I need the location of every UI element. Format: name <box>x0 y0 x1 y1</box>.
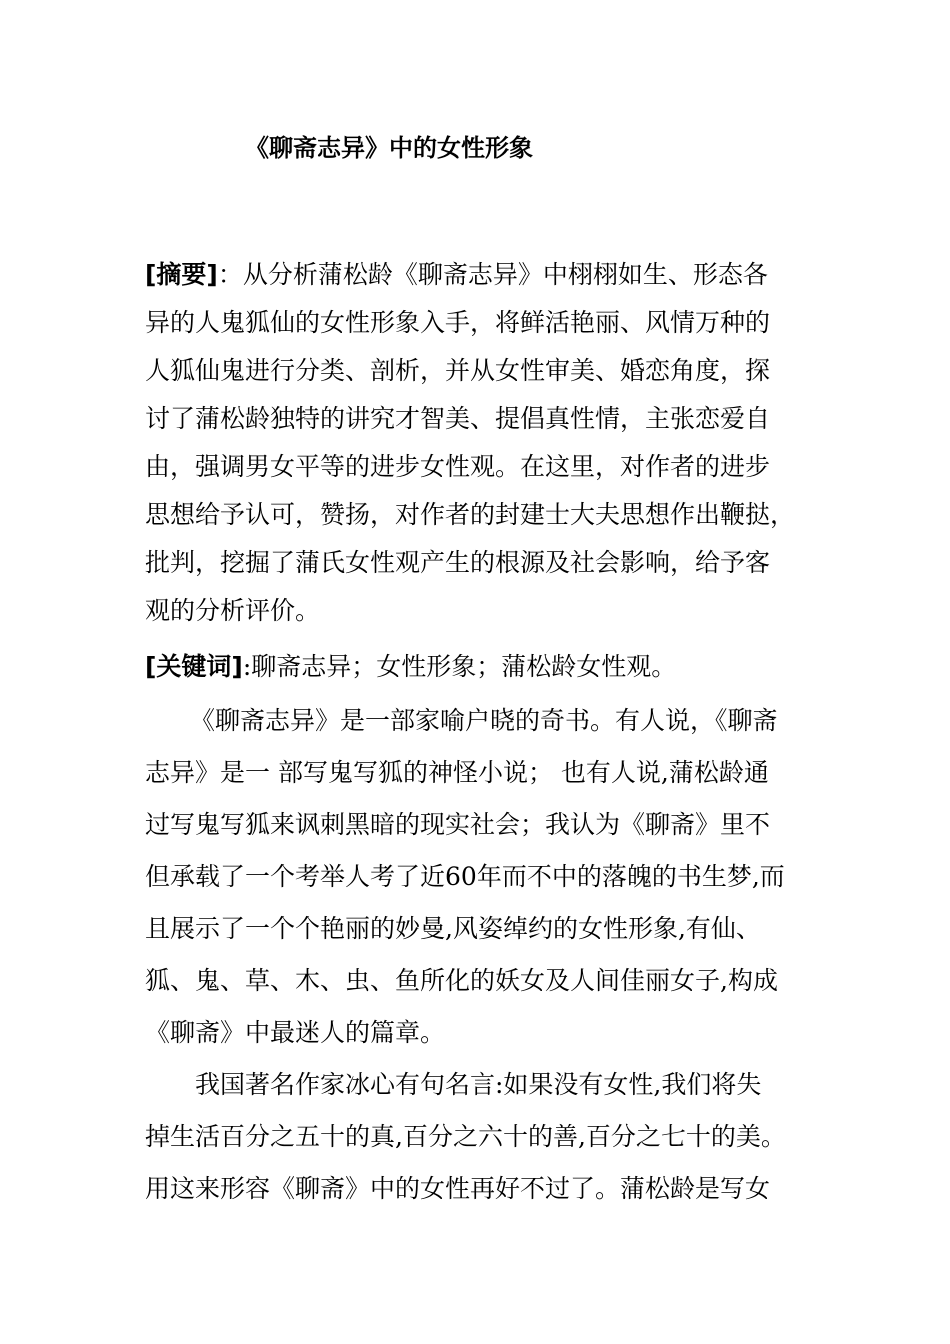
paragraph-2-line-3: 用这来形容《聊斋》中的女性再好不过了。蒲松龄是写女 <box>145 1174 771 1203</box>
paragraph-1-line-7: 《聊斋》中最迷人的篇章。 <box>145 1018 446 1047</box>
paragraph-1-line-6: 狐、鬼、草、木、虫、鱼所化的妖女及人间佳丽女子,构成 <box>145 966 778 995</box>
paragraph-2-line-2: 掉生活百分之五十的真,百分之六十的善,百分之七十的美。 <box>145 1122 786 1151</box>
abstract-line-2: 异的人鬼狐仙的女性形象入手，将鲜活艳丽、风情万种的 <box>145 308 771 337</box>
abstract-line-5: 由，强调男女平等的进步女性观。在这里，对作者的进步 <box>145 452 771 481</box>
paragraph-1-line-3: 过写鬼写狐来讽刺黑暗的现实社会；我认为《聊斋》里不 <box>145 810 771 839</box>
document-title: 《聊斋志异》中的女性形象 <box>245 134 533 162</box>
abstract-line-1 <box>145 257 768 293</box>
keywords-line <box>145 649 676 685</box>
keywords-text: :聊斋志异；女性形象；蒲松龄女性观。 <box>242 652 677 681</box>
abstract-line-4: 讨了蒲松龄独特的讲究才智美、提倡真性情，主张恋爱自 <box>145 404 771 433</box>
abstract-line-6: 思想给予认可，赞扬，对作者的封建士大夫思想作出鞭挞， <box>145 500 796 529</box>
abstract-line-7: 批判，挖掘了蒲氏女性观产生的根源及社会影响，给予客 <box>145 548 771 577</box>
paragraph-1-line-2: 志异》是一 部写鬼写狐的神怪小说； 也有人说,蒲松龄通 <box>145 758 769 787</box>
abstract-text: ：从分析蒲松龄《聊斋志异》中栩栩如生、形态各 <box>217 260 768 289</box>
paragraph-1-line-1: 《聊斋志异》是一部家喻户晓的奇书。有人说，《聊斋 <box>190 706 778 735</box>
abstract-label: [摘要] <box>145 260 218 289</box>
paragraph-2-line-1: 我国著名作家冰心有句名言:如果没有女性,我们将失 <box>195 1070 762 1099</box>
keywords-label: [关键词] <box>145 652 243 681</box>
abstract-line-8: 观的分析评价。 <box>145 596 321 625</box>
paragraph-1-line-4: 但承载了一个考举人考了近60年而不中的落魄的书生梦,而 <box>145 862 785 891</box>
paragraph-1-line-5: 且展示了一个个艳丽的妙曼,风姿绰约的女性形象,有仙、 <box>145 914 761 943</box>
abstract-line-3: 人狐仙鬼进行分类、剖析，并从女性审美、婚恋角度，探 <box>145 356 771 385</box>
